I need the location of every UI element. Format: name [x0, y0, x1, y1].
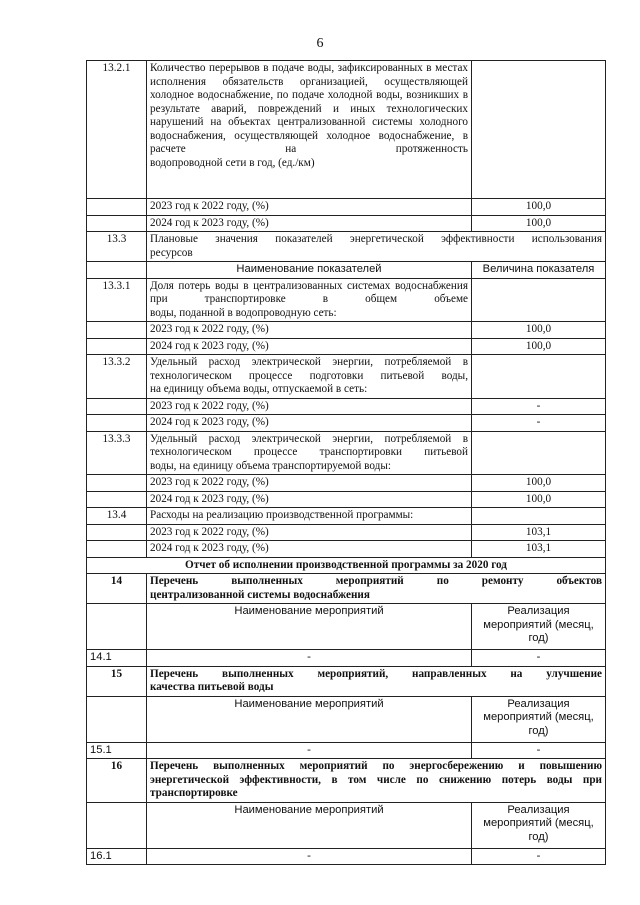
empty-num-cell [87, 524, 147, 541]
section-16-row [87, 759, 606, 803]
year-label: 2024 год к 2023 году, (%) [147, 415, 472, 432]
year-value: - [472, 415, 606, 432]
indicator-text-last-line: воды, на единицу объема транспортируемой воды: [150, 459, 391, 472]
page-number: 6 [316, 36, 324, 51]
year-value: 100,0 [472, 475, 606, 492]
year-label: 2024 год к 2023 году, (%) [147, 491, 472, 508]
column-header-name: Наименование мероприятий [147, 604, 472, 650]
row-name: - [147, 650, 472, 667]
section-heading [147, 666, 606, 696]
section-number: 13.3 [87, 232, 147, 262]
section-13-3-3-row [87, 431, 606, 475]
section-heading-body: Перечень выполненных мероприятий по энергосбережению и повышению энергетической эффективности, в том числе по снижению потерь воды при [150, 760, 602, 786]
value-cell [472, 278, 606, 322]
column-header-row [87, 802, 606, 848]
indicator-text: Расходы на реализацию производственной программы: [147, 508, 472, 525]
row-value: - [472, 650, 606, 667]
section-13-3-2-row [87, 355, 606, 399]
table-row [87, 848, 606, 865]
year-value: 100,0 [472, 491, 606, 508]
year-label: 2023 год к 2022 году, (%) [147, 398, 472, 415]
section-number: 15 [87, 666, 147, 696]
year-label: 2023 год к 2022 году, (%) [147, 322, 472, 339]
year-value: 100,0 [472, 215, 606, 232]
indicator-text [147, 61, 472, 199]
empty-num-cell [87, 199, 147, 216]
column-header-row [87, 262, 606, 279]
empty-num-cell [87, 475, 147, 492]
empty-num-cell [87, 541, 147, 558]
year-label: 2024 год к 2023 году, (%) [147, 338, 472, 355]
empty-num-cell [87, 491, 147, 508]
indicator-text [147, 278, 472, 322]
section-heading-last-line: ресурсов [150, 246, 193, 259]
year-label: 2023 год к 2022 году, (%) [147, 199, 472, 216]
year-value: 100,0 [472, 338, 606, 355]
empty-num-cell [87, 338, 147, 355]
section-heading [147, 759, 606, 803]
section-13-2-1-row [87, 61, 606, 199]
section-13-3-row [87, 232, 606, 262]
column-header-row [87, 696, 606, 742]
year-value: 100,0 [472, 199, 606, 216]
section-heading [147, 232, 606, 262]
section-14-row [87, 574, 606, 604]
table-row [87, 475, 606, 492]
section-heading-last-line: централизованной системы водоснабжения [150, 588, 370, 601]
row-value: - [472, 848, 606, 865]
table-row [87, 215, 606, 232]
row-number: 15.1 [87, 742, 147, 759]
section-number: 13.3.3 [87, 431, 147, 475]
year-label: 2024 год к 2023 году, (%) [147, 541, 472, 558]
year-label: 2023 год к 2022 году, (%) [147, 475, 472, 492]
empty-num-cell [87, 215, 147, 232]
empty-num-cell [87, 262, 147, 279]
section-13-4-row [87, 508, 606, 525]
section-number: 13.4 [87, 508, 147, 525]
indicator-text-last-line: воды, поданной в водопроводную сеть: [150, 306, 337, 319]
row-name: - [147, 742, 472, 759]
section-number: 14 [87, 574, 147, 604]
empty-num-cell [87, 398, 147, 415]
section-heading-last-line: транспортировке [150, 787, 238, 799]
indicator-text-last-line: на единицу объема воды, отпускаемой в сеть: [150, 383, 368, 395]
section-heading [147, 574, 606, 604]
column-header-name: Наименование мероприятий [147, 802, 472, 848]
empty-num-cell [87, 415, 147, 432]
section-heading-body: Плановые значения показателей энергетической эффективности использования [150, 233, 602, 245]
table-row [87, 650, 606, 667]
table-row [87, 491, 606, 508]
column-header-row [87, 604, 606, 650]
column-header-value: Реализация мероприятий (месяц, год) [472, 802, 606, 848]
year-value: 103,1 [472, 541, 606, 558]
indicator-text [147, 355, 472, 399]
value-cell [472, 431, 606, 475]
table-row [87, 398, 606, 415]
indicator-text-last-line: водопроводной сети в год, (ед./км) [150, 156, 315, 169]
value-cell [472, 355, 606, 399]
column-header-value: Реализация мероприятий (месяц, год) [472, 696, 606, 742]
indicator-text-body: Удельный расход электрической энергии, потребляемой в технологическом процессе транспортировки питьевой [150, 432, 468, 458]
year-label: 2023 год к 2022 году, (%) [147, 524, 472, 541]
table-row [87, 541, 606, 558]
year-value: 103,1 [472, 524, 606, 541]
column-header-value: Величина показателя [472, 262, 606, 279]
row-name: - [147, 848, 472, 865]
column-header-name: Наименование показателей [147, 262, 472, 279]
table-row [87, 199, 606, 216]
table-row [87, 338, 606, 355]
value-cell [472, 508, 606, 525]
empty-num-cell [87, 604, 147, 650]
report-title: Отчет об исполнении производственной программы за 2020 год [87, 557, 606, 574]
report-title-row [87, 557, 606, 574]
indicator-text-body: Количество перерывов в подаче воды, зафиксированных в местах исполнения обязательств организацией, осуществляющей холодное водоснабжение, по подаче холодной воды, возникших в результате аварий, повреждений и иных технологических нарушений на объектах централизованной системы холодного водоснабжения, осуществляющей холодное водоснабжение, в расчете на протяженность [150, 62, 468, 155]
indicator-text-body: Доля потерь воды в централизованных системах водоснабжения при транспортировке в общем объеме [150, 279, 468, 305]
year-value: - [472, 398, 606, 415]
empty-num-cell [87, 322, 147, 339]
column-header-value: Реализация мероприятий (месяц, год) [472, 604, 606, 650]
row-number: 14.1 [87, 650, 147, 667]
section-heading-body: Перечень выполненных мероприятий по ремонту объектов [150, 575, 602, 587]
section-number: 16 [87, 759, 147, 803]
section-13-3-1-row [87, 278, 606, 322]
section-number: 13.3.1 [87, 278, 147, 322]
section-number: 13.3.2 [87, 355, 147, 399]
row-number: 16.1 [87, 848, 147, 865]
section-15-row [87, 666, 606, 696]
document-table [86, 60, 606, 865]
indicator-text-body: Удельный расход электрической энергии, потребляемой в технологическом процессе подготовки питьевой воды, [150, 356, 468, 382]
indicator-text [147, 431, 472, 475]
empty-num-cell [87, 696, 147, 742]
column-header-name: Наименование мероприятий [147, 696, 472, 742]
table-row [87, 742, 606, 759]
section-heading-body: Перечень выполненных мероприятий, направленных на улучшение [150, 667, 602, 680]
row-value: - [472, 742, 606, 759]
empty-num-cell [87, 802, 147, 848]
table-row [87, 415, 606, 432]
table-row [87, 322, 606, 339]
year-value: 100,0 [472, 322, 606, 339]
table-row [87, 524, 606, 541]
value-cell [472, 61, 606, 199]
section-heading-last-line: качества питьевой воды [150, 681, 274, 693]
year-label: 2024 год к 2023 году, (%) [147, 215, 472, 232]
section-number: 13.2.1 [87, 61, 147, 199]
